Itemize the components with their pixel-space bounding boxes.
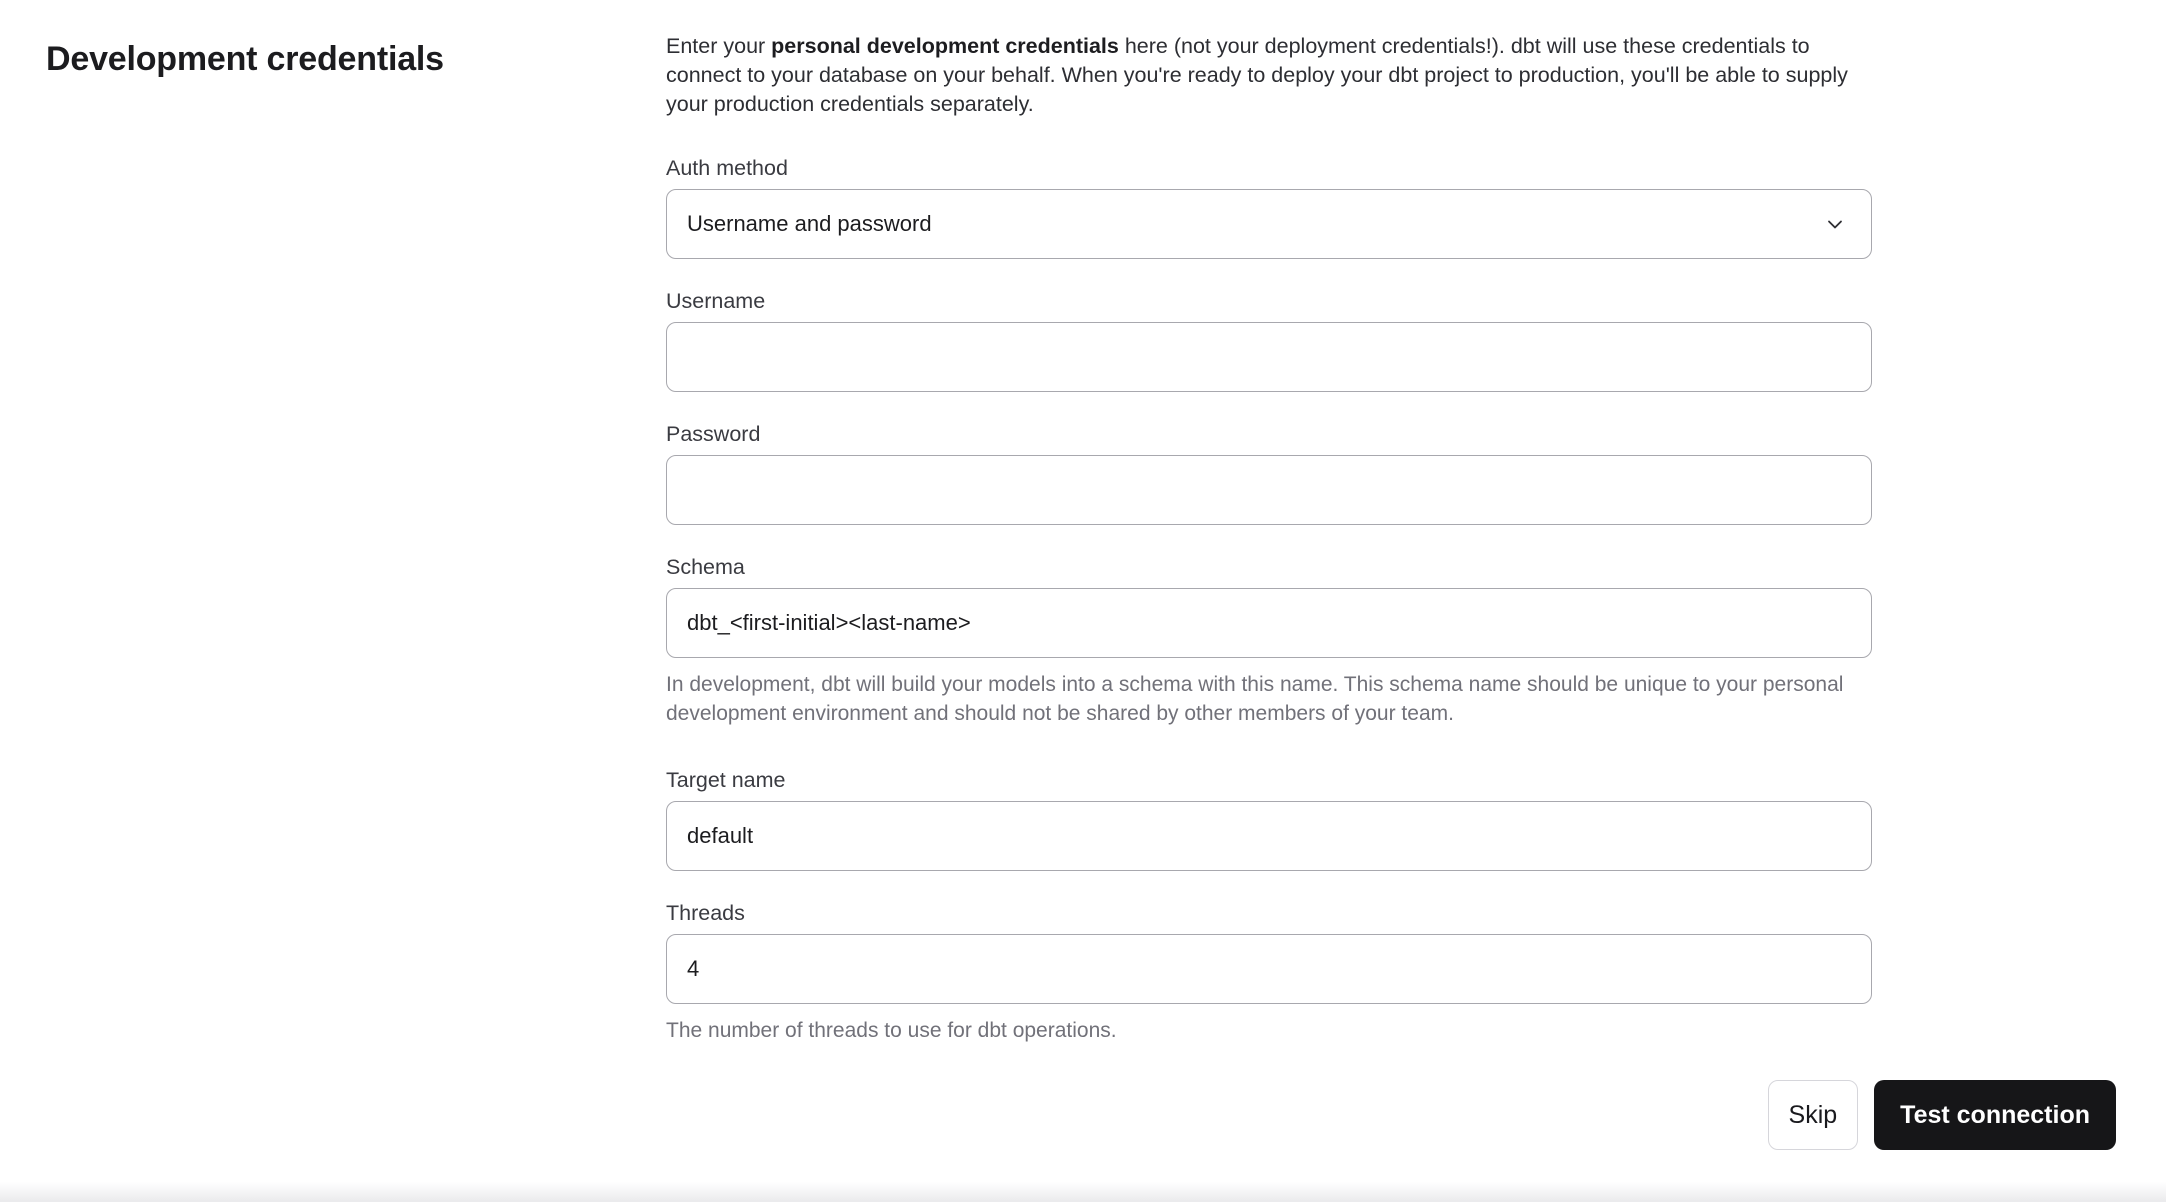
username-field	[666, 289, 1872, 392]
password-label: Password	[666, 422, 761, 446]
target-name-label: Target name	[666, 768, 786, 792]
target-name-field	[666, 768, 1872, 871]
threads-field	[666, 901, 1872, 1046]
username-input[interactable]	[666, 322, 1872, 392]
target-name-input[interactable]	[666, 801, 1872, 871]
bottom-scroll-shadow	[0, 1182, 2166, 1202]
threads-input[interactable]	[666, 934, 1872, 1004]
schema-helper-text: In development, dbt will build your models into a schema with this name. This schema name should be unique to your personal development environment and should not be shared by other members of your team.	[666, 673, 1844, 725]
password-input[interactable]	[666, 455, 1872, 525]
intro-text-after: here (not your deployment credentials!). dbt will use these credentials to connect to your database on your behalf. When you're ready to deploy your dbt project to production, you'll be able to supply your production credentials separately.	[666, 34, 1848, 116]
threads-label: Threads	[666, 901, 745, 925]
page-title: Development credentials	[46, 40, 444, 78]
skip-button[interactable]: Skip	[1768, 1080, 1859, 1150]
credentials-form	[666, 32, 1872, 1046]
username-label: Username	[666, 289, 766, 313]
footer-actions	[1768, 1080, 2116, 1150]
intro-text-before: Enter your	[666, 34, 772, 58]
intro-text-bold: personal development credentials	[771, 34, 1119, 58]
auth-method-selected-value: Username and password	[687, 211, 932, 236]
schema-input[interactable]	[666, 588, 1872, 658]
intro-paragraph	[666, 32, 1872, 119]
chevron-down-icon	[1823, 212, 1847, 236]
threads-helper-text: The number of threads to use for dbt operations.	[666, 1019, 1117, 1042]
auth-method-select[interactable]	[666, 189, 1872, 259]
auth-method-label: Auth method	[666, 156, 788, 180]
test-connection-button[interactable]: Test connection	[1874, 1080, 2116, 1150]
schema-field	[666, 555, 1872, 728]
password-field	[666, 422, 1872, 525]
auth-method-field	[666, 156, 1872, 259]
schema-label: Schema	[666, 555, 745, 579]
